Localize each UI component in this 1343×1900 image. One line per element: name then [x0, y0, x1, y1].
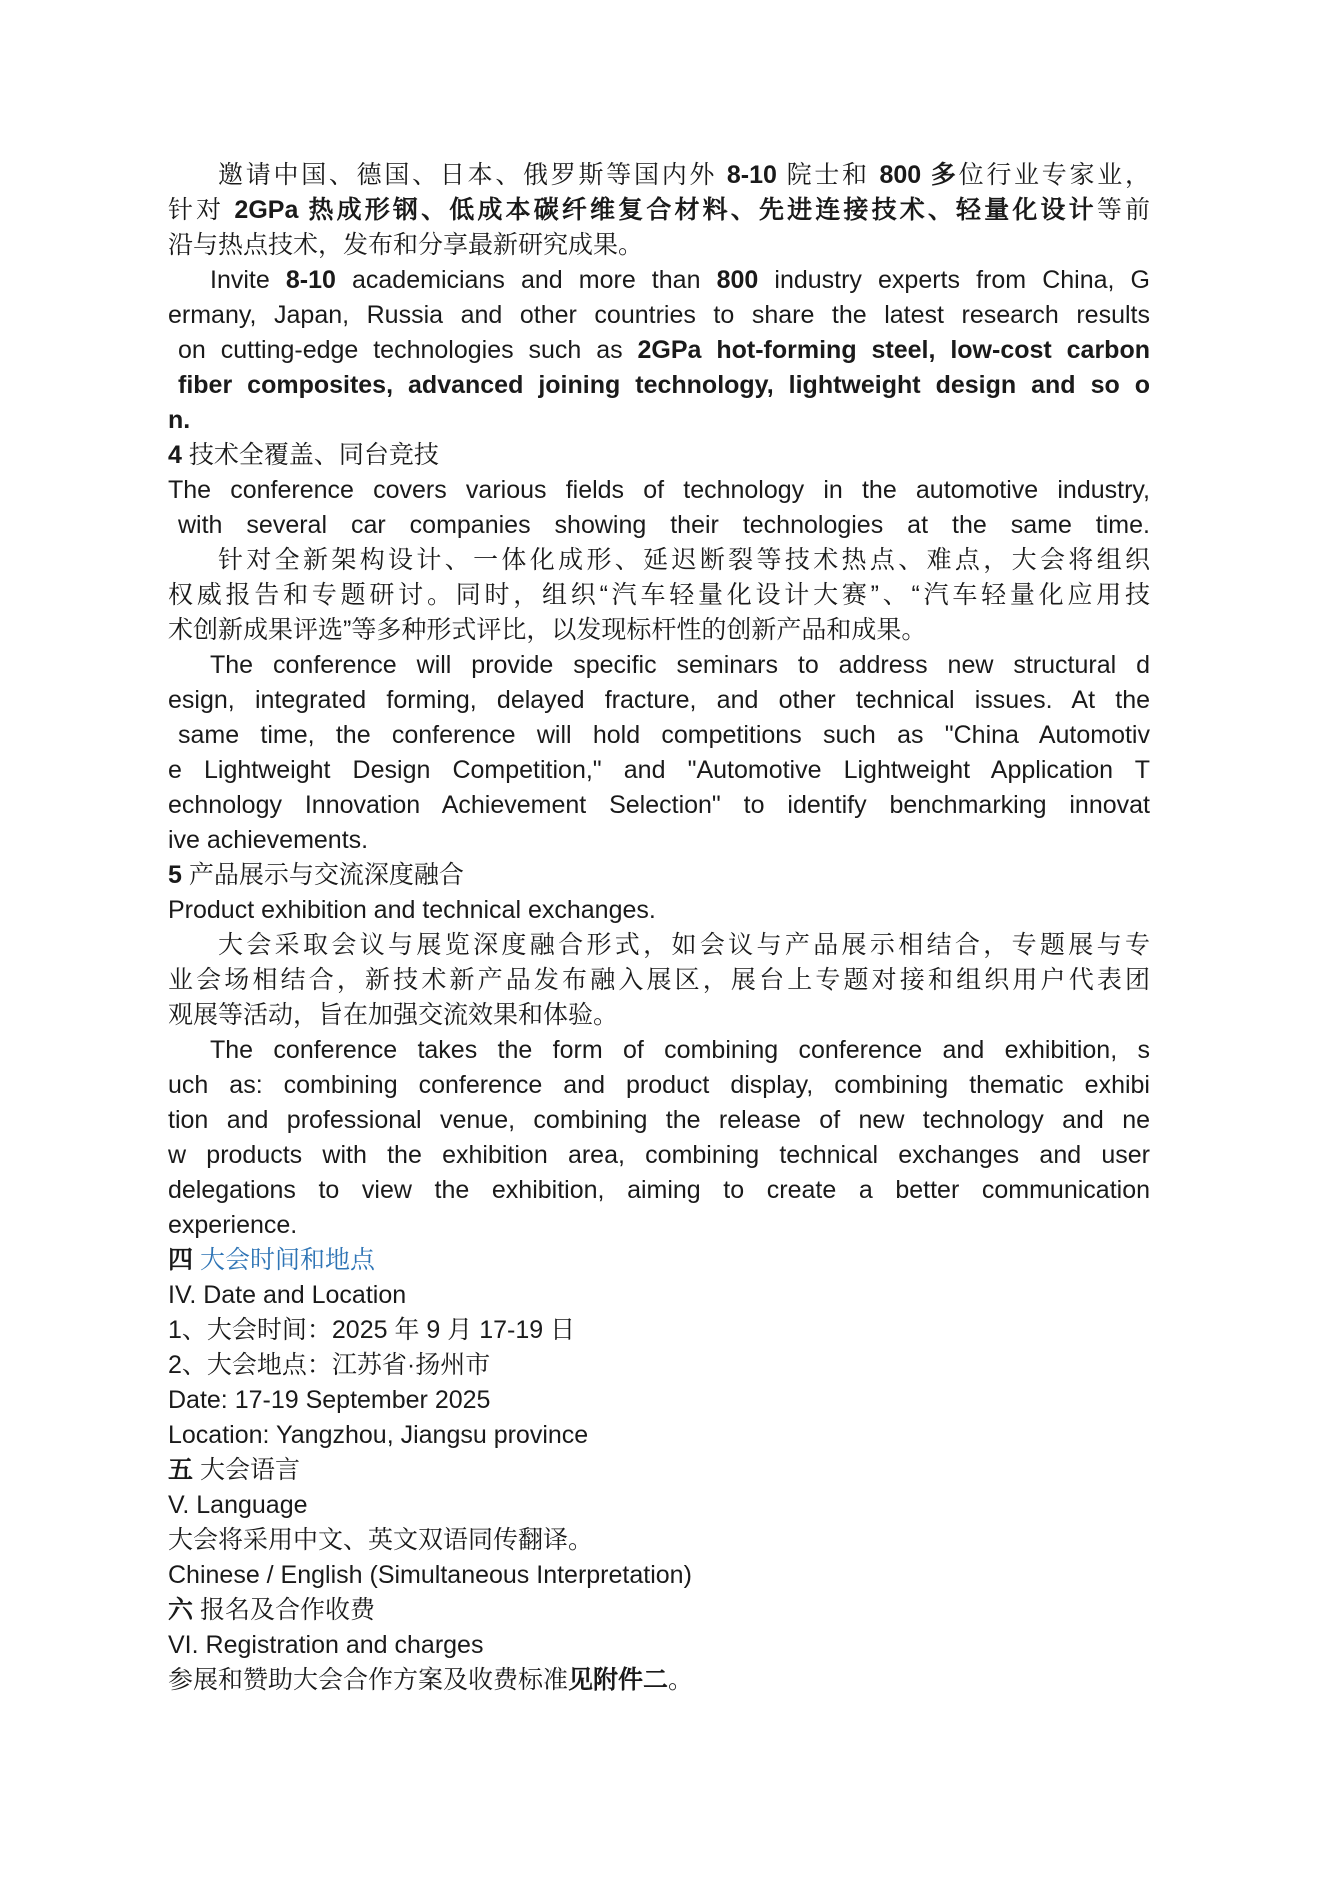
- text-run: 针对: [168, 196, 235, 224]
- text-line: [168, 578, 1150, 613]
- text-line: [168, 1313, 1150, 1348]
- text-line: [168, 1068, 1150, 1103]
- text-run: Date: 17-19 September 2025: [168, 1386, 491, 1414]
- text-run: VI. Registration and charges: [168, 1631, 484, 1659]
- text-run: 800: [716, 266, 759, 294]
- text-line: [168, 893, 1150, 928]
- text-run: 1、大会时间：2025 年 9 月 17-19 日: [168, 1316, 576, 1344]
- text-line: [168, 263, 1150, 298]
- text-run: industry experts from China, G: [758, 266, 1151, 294]
- text-line: [168, 1103, 1150, 1138]
- text-run: IV. Date and Location: [168, 1281, 407, 1309]
- section-heading-text: 大会时间和地点: [199, 1246, 375, 1274]
- text-run: 。: [668, 1666, 694, 1694]
- text-run: experience.: [168, 1211, 298, 1239]
- text-line: [168, 333, 1150, 368]
- text-run: 院士和: [776, 161, 880, 189]
- text-run: 8-10: [726, 161, 777, 189]
- text-run: 邀请中国、德国、日本、俄罗斯等国内外: [218, 161, 727, 189]
- text-run: academicians and more than: [335, 266, 717, 294]
- text-run: fiber composites, advanced joining technology, lightweight design and so o: [178, 371, 1150, 399]
- text-run: 产品展示与交流深度融合: [181, 861, 464, 889]
- text-run: n.: [168, 406, 191, 434]
- text-line: [168, 613, 1150, 648]
- text-block: [168, 158, 1150, 1698]
- text-line: [168, 1033, 1150, 1068]
- text-line: [168, 963, 1150, 998]
- text-line: [168, 823, 1150, 858]
- text-run: 800 多: [879, 161, 959, 189]
- text-line: [168, 1523, 1150, 1558]
- text-run: Product exhibition and technical exchanges.: [168, 896, 656, 924]
- text-line: [168, 928, 1150, 963]
- text-line: [168, 158, 1150, 193]
- text-run: 参展和赞助大会合作方案及收费标准: [168, 1666, 569, 1694]
- text-run: Invite: [210, 266, 286, 294]
- text-run: 大会语言: [193, 1456, 300, 1484]
- text-line: [168, 298, 1150, 333]
- text-run: Location: Yangzhou, Jiangsu province: [168, 1421, 589, 1449]
- text-line: [168, 228, 1150, 263]
- text-run: 5: [168, 861, 182, 889]
- text-line: [168, 1383, 1150, 1418]
- text-run: w products with the exhibition area, combining technical exchanges and user: [168, 1141, 1150, 1169]
- text-run: 术创新成果评选”等多种形式评比，以发现标杆性的创新产品和成果。: [168, 616, 927, 644]
- text-run: echnology Innovation Achievement Selection" to identify benchmarking innovat: [168, 791, 1150, 819]
- text-run: same time, the conference will hold competitions such as "China Automotiv: [178, 721, 1150, 749]
- text-line: [168, 403, 1150, 438]
- text-run: 8-10: [285, 266, 336, 294]
- text-run: 六: [168, 1596, 194, 1624]
- text-run: 业会场相结合，新技术新产品发布融入展区，展台上专题对接和组织用户代表团: [168, 966, 1150, 994]
- text-line: [168, 1628, 1150, 1663]
- text-run: V. Language: [168, 1491, 308, 1519]
- text-line: [168, 718, 1150, 753]
- text-run: The conference covers various fields of technology in the automotive industry,: [168, 476, 1150, 504]
- text-run: 技术全覆盖、同台竞技: [181, 441, 439, 469]
- text-run: esign, integrated forming, delayed fracture, and other technical issues. At the: [168, 686, 1150, 714]
- text-run: 针对全新架构设计、一体化成形、延迟断裂等技术热点、难点，大会将组织: [218, 546, 1150, 574]
- text-run: tion and professional venue, combining the release of new technology and ne: [168, 1106, 1150, 1134]
- text-run: 2GPa hot-forming steel, low-cost carbon: [637, 336, 1150, 364]
- text-run: 观展等活动，旨在加强交流效果和体验。: [168, 1001, 619, 1029]
- text-line: [168, 1488, 1150, 1523]
- text-line: [168, 788, 1150, 823]
- text-run: 位行业专家业，: [958, 161, 1150, 189]
- text-run: on cutting-edge technologies such as: [178, 336, 638, 364]
- text-run: 四: [168, 1246, 194, 1274]
- text-run: 4: [168, 441, 182, 469]
- text-run: uch as: combining conference and product display, combining thematic exhibi: [168, 1071, 1150, 1099]
- text-line: [168, 193, 1150, 228]
- text-run: Chinese / English (Simultaneous Interpretation): [168, 1561, 692, 1589]
- text-run: 大会采取会议与展览深度融合形式，如会议与产品展示相结合，专题展与专: [218, 931, 1150, 959]
- text-line: [168, 1663, 1150, 1698]
- text-run: 等前: [1096, 196, 1150, 224]
- text-line: [168, 473, 1150, 508]
- text-run: The conference takes the form of combining conference and exhibition, s: [210, 1036, 1150, 1064]
- text-run: The conference will provide specific seminars to address new structural d: [210, 651, 1150, 679]
- text-run: ermany, Japan, Russia and other countries to share the latest research results: [168, 301, 1150, 329]
- text-run: 大会将采用中文、英文双语同传翻译。: [168, 1526, 594, 1554]
- text-line: [168, 508, 1150, 543]
- text-run: 沿与热点技术，发布和分享最新研究成果。: [168, 231, 644, 259]
- text-line: [168, 1173, 1150, 1208]
- text-line: [168, 1243, 1150, 1278]
- text-line: [168, 1593, 1150, 1628]
- text-line: [168, 1278, 1150, 1313]
- text-run: 权威报告和专题研讨。同时，组织“汽车轻量化设计大赛”、“汽车轻量化应用技: [168, 581, 1150, 609]
- text-run: ive achievements.: [168, 826, 369, 854]
- text-run: 报名及合作收费: [193, 1596, 375, 1624]
- text-line: [168, 1558, 1150, 1593]
- text-run: 2GPa 热成形钢、低成本碳纤维复合材料、先进连接技术、轻量化设计: [234, 196, 1097, 224]
- text-line: [168, 438, 1150, 473]
- text-line: [168, 753, 1150, 788]
- text-line: [168, 543, 1150, 578]
- text-line: [168, 1208, 1150, 1243]
- text-line: [168, 998, 1150, 1033]
- text-run: 见附件二: [568, 1666, 669, 1694]
- text-line: [168, 1453, 1150, 1488]
- text-run: 五: [168, 1456, 194, 1484]
- text-run: 2、大会地点：江苏省·扬州市: [168, 1351, 491, 1379]
- text-line: [168, 648, 1150, 683]
- text-line: [168, 683, 1150, 718]
- text-run: with several car companies showing their technologies at the same time.: [178, 511, 1150, 539]
- text-run: e Lightweight Design Competition," and "Automotive Lightweight Application T: [168, 756, 1150, 784]
- text-line: [168, 1348, 1150, 1383]
- text-line: [168, 368, 1150, 403]
- text-run: [193, 1246, 200, 1274]
- text-line: [168, 1138, 1150, 1173]
- text-line: [168, 1418, 1150, 1453]
- text-run: delegations to view the exhibition, aiming to create a better communication: [168, 1176, 1150, 1204]
- text-line: [168, 858, 1150, 893]
